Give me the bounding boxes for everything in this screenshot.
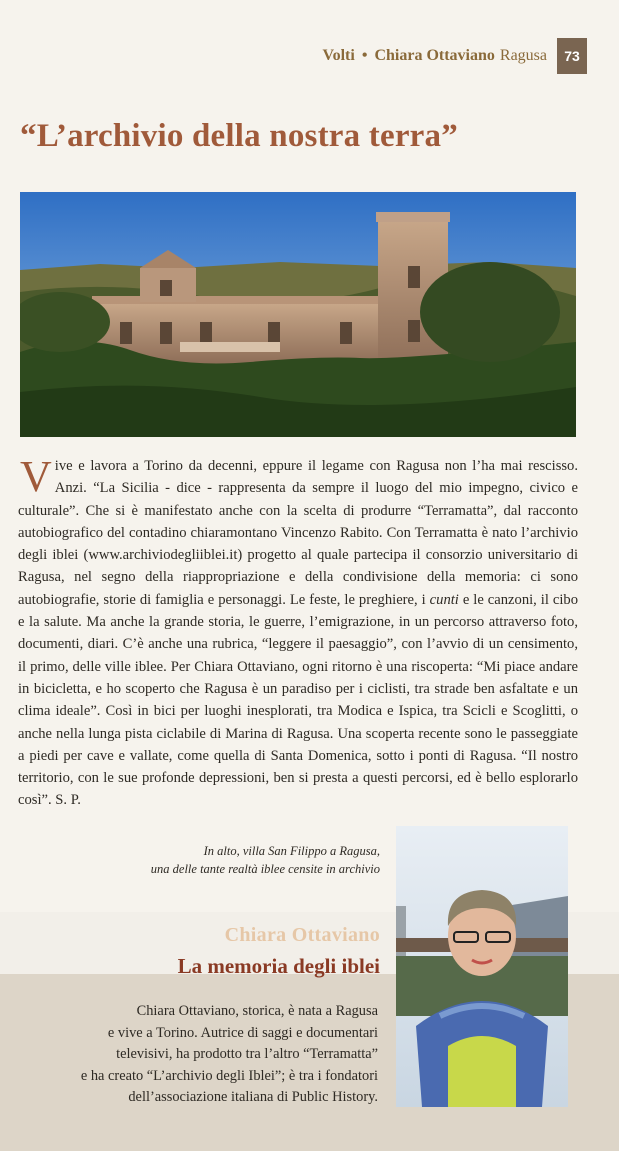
portrait-photo — [396, 826, 568, 1107]
caption-line-1: In alto, villa San Filippo a Ragusa, — [203, 844, 380, 858]
profile-name: Chiara Ottaviano — [224, 924, 380, 946]
header-separator: • — [361, 47, 368, 64]
bio-line-4: e ha creato “L’archivio degli Iblei”; è tra i fondatori — [80, 1067, 378, 1084]
article-paragraph-part-2: e le canzoni, il cibo e la salute. Ma anche la grande storia, le guerre, l’emigrazione, in un percorso attraverso foto, documenti, diari. C’è anche una rubrica, “leggere il paesaggio”, con l’avvio di un censimento, il primo, delle ville iblee. Per Chiara Ottaviano, ogni ritorno è una riscoperta: “Mi piace andare in bicicletta, e ho scoperto che Ragusa è un paradiso per i ciclisti, tra strade ben asfaltate e un clima ideale”. Così in bici per luoghi inesplorati, tra Modica e Ispica, tra Scicli e Scoglitti, o anche nella lunga pista ciclabile di Marina di Ragusa. Una scoperta recente sono le passeggiate a piedi per cave e vallate, come quella di Santa Domenica, sotto i ponti di Ragusa. “Il nostro territorio, con le sue profonde depressioni, ben si presta a questi percorsi, ed è bello esplorarlo così”. S. P. — [18, 591, 579, 809]
article-italic-word: cunti — [429, 591, 459, 608]
caption-line-2: una delle tante realtà iblee censite in archivio — [150, 862, 380, 876]
article-paragraph-part-1: ive e lavora a Torino da decenni, eppure il legame con Ragusa non l’ha mai rescisso. Anzi. “La Sicilia - dice - rappresenta da sempre il luogo del mio impegno, civico e culturale”. Che si è manifestato anche con la scelta di produrre “Terramatta”, dal racconto autobiografico del contadino chiaramontano Vincenzo Rabito. Con Terramatta è nato l’archivio degli iblei (www.archiviodegliiblei.it) progetto al quale partecipa il consorzio universitario di Ragusa, nel segno della riappropriazione e della condivisione della memoria: ci sono autobiografie, storie di famiglia e personaggi. Le feste, le preghiere, i — [18, 458, 578, 608]
villa-photo — [20, 192, 576, 437]
header-place: Ragusa — [499, 47, 547, 64]
photo-caption — [100, 842, 380, 878]
profile-bio — [40, 1001, 378, 1109]
bio-line-3: televisivi, ha prodotto tra l’altro “Terramatta” — [116, 1046, 378, 1062]
bio-line-1: Chiara Ottaviano, storica, è nata a Ragusa — [136, 1003, 378, 1019]
bio-line-2: e vive a Torino. Autrice di saggi e documentari — [107, 1024, 378, 1041]
article-title: “L’archivio della nostra terra” — [20, 118, 458, 154]
header-section: Volti — [322, 47, 355, 64]
header-name: Chiara Ottaviano — [374, 47, 495, 64]
profile-heading: La memoria degli iblei — [177, 954, 380, 978]
running-header — [323, 38, 587, 74]
drop-cap: V — [20, 452, 52, 501]
article-body — [18, 452, 579, 812]
bio-line-5: dell’associazione italiana di Public History. — [128, 1089, 378, 1105]
page-number: 73 — [557, 38, 587, 74]
